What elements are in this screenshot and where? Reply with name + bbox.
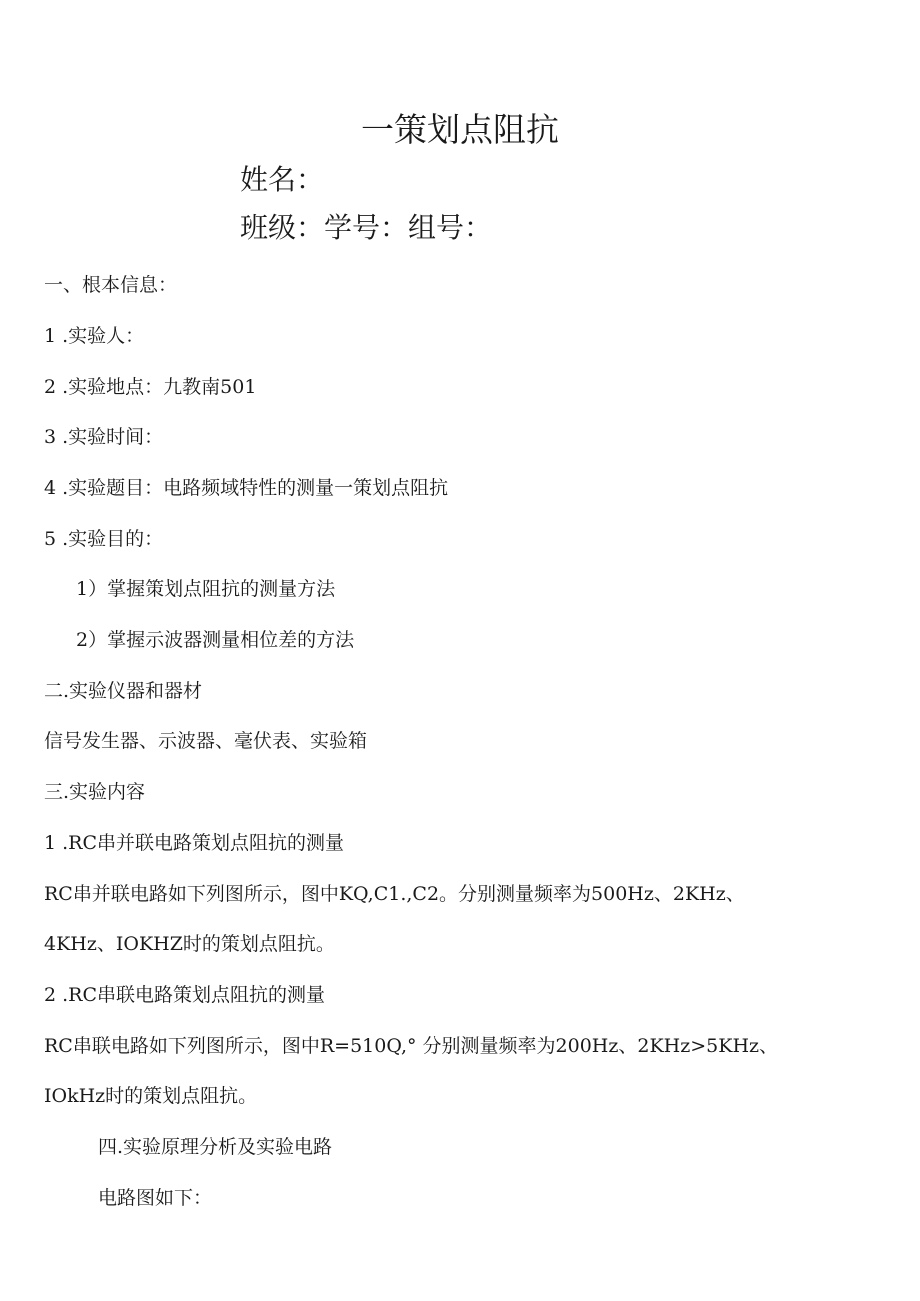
content-item2-text-cont: IOkHz时的策划点阻抗。 bbox=[44, 1085, 258, 1107]
info-item-topic: 4 .实验题目：电路频域特性的测量一策划点阻抗 bbox=[44, 477, 449, 499]
content-item1-text: RC串并联电路如下列图所示，图中KQ,C1.,C2。分别测量频率为500Hz、2KHz、 bbox=[44, 883, 745, 905]
circuit-diagram-caption: 电路图如下： bbox=[98, 1187, 213, 1209]
info-item-purpose: 5 .实验目的： bbox=[44, 528, 164, 550]
section2-heading: 二.实验仪器和器材 bbox=[44, 680, 203, 702]
section3-heading: 三.实验内容 bbox=[44, 781, 146, 803]
content-item2-title: 2 .RC串联电路策划点阻抗的测量 bbox=[44, 984, 326, 1006]
class-id-group-line: 班级：学号：组号： bbox=[240, 211, 493, 244]
info-item-experimenter: 1 .实验人： bbox=[44, 325, 145, 347]
info-item-time: 3 .实验时间： bbox=[44, 426, 164, 448]
goal-item-1: 1）掌握策划点阻抗的测量方法 bbox=[76, 578, 336, 600]
equipment-list: 信号发生器、示波器、毫伏表、实验箱 bbox=[44, 730, 368, 752]
document-title: 一策划点阻抗 bbox=[361, 110, 559, 149]
info-item-location: 2 .实验地点：九教南501 bbox=[44, 376, 257, 398]
section1-heading: 一、根本信息： bbox=[44, 274, 178, 296]
content-item1-title: 1 .RC串并联电路策划点阻抗的测量 bbox=[44, 832, 345, 854]
content-item1-text-cont: 4KHz、IOKHZ时的策划点阻抗。 bbox=[44, 933, 335, 955]
section4-heading: 四.实验原理分析及实验电路 bbox=[98, 1136, 333, 1158]
content-item2-text: RC串联电路如下列图所示，图中R=510Q,° 分别测量频率为200Hz、2KHz>5KHz、 bbox=[44, 1035, 779, 1057]
name-label: 姓名： bbox=[240, 163, 325, 196]
goal-item-2: 2）掌握示波器测量相位差的方法 bbox=[76, 629, 355, 651]
